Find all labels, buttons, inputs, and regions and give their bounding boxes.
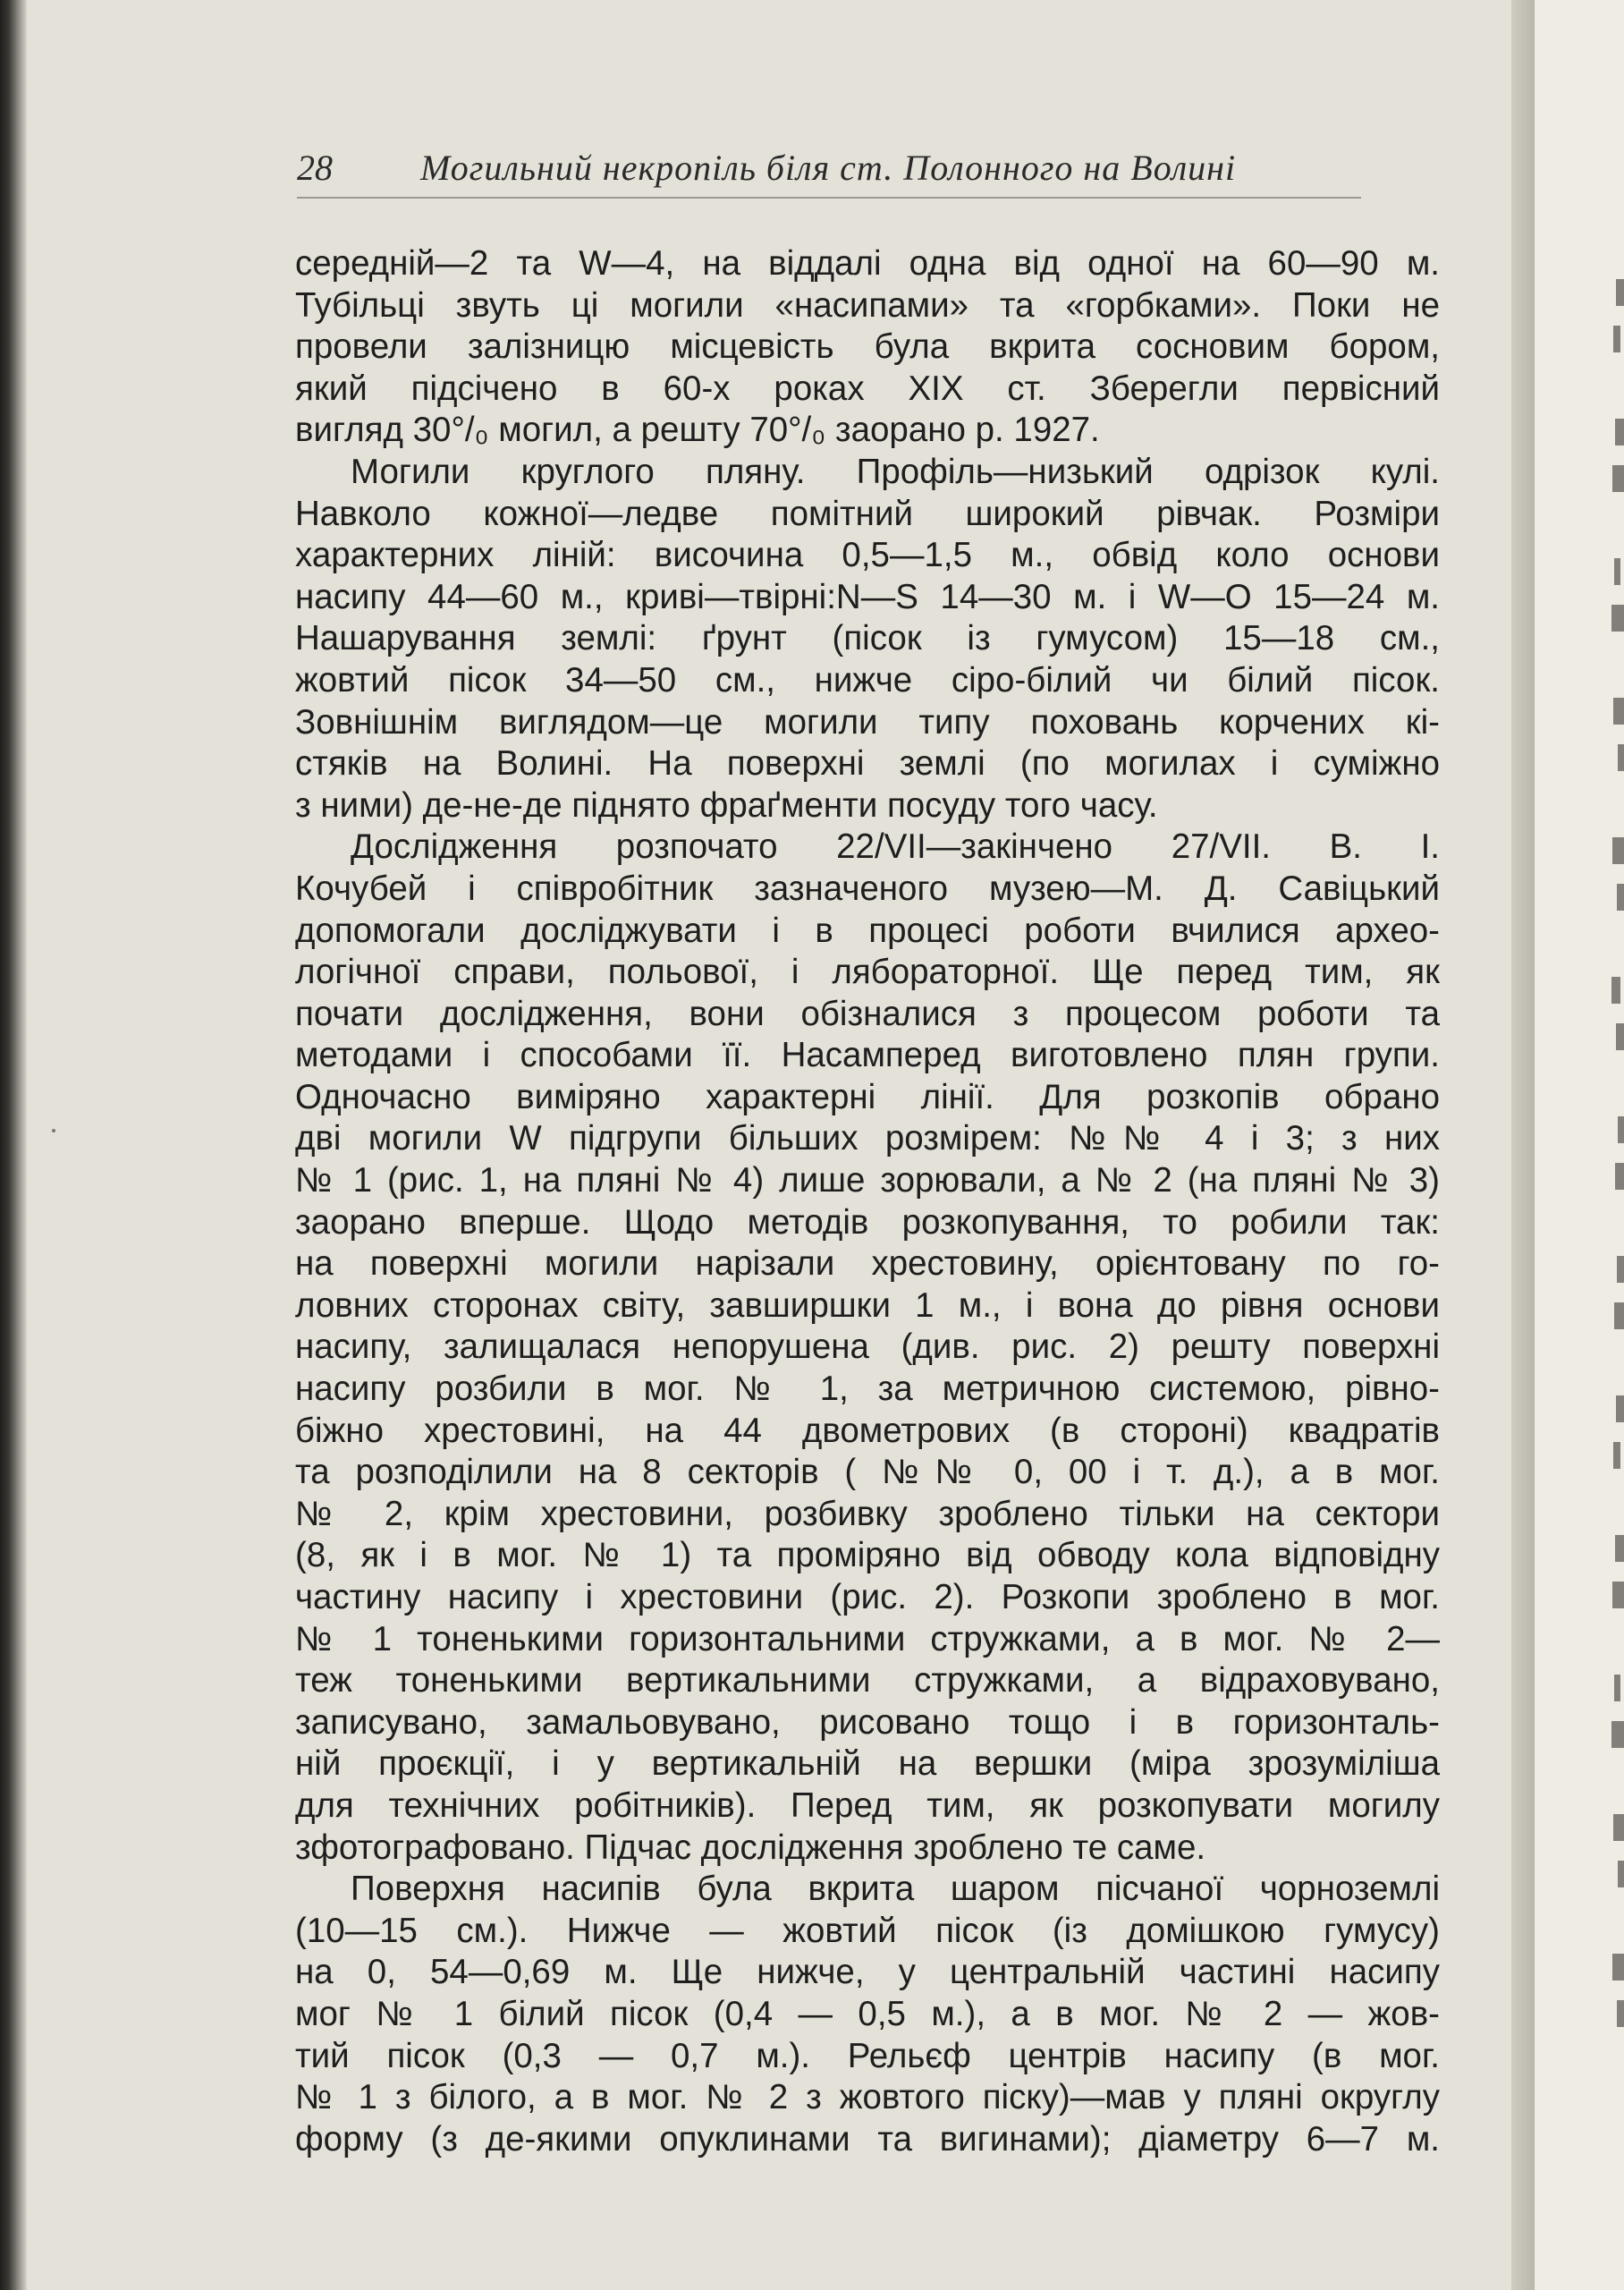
text-line: заорано вперше. Щодо методів розкопування, то робили так: <box>295 1202 1440 1242</box>
adjacent-page-mark <box>1617 1256 1624 1283</box>
text-line: середній—2 та W—4, на віддалі одна від одної на 60—90 м. <box>295 244 1440 283</box>
adjacent-page-mark <box>1611 233 1617 259</box>
text-line: № 1 (рис. 1, на пляні № 4) лише зорювали, а № 2 (на пляні № 3) <box>295 1161 1440 1200</box>
adjacent-page-mark <box>1618 744 1624 771</box>
text-line: жовтий пісок 34—50 см., нижче сіро-білий чи білий пісок. <box>295 660 1440 700</box>
adjacent-page-mark <box>1613 1442 1620 1469</box>
scan-speck <box>52 1129 55 1132</box>
text-line: Нашарування землі: ґрунт (пісок із гумусом) 15—18 см., <box>295 619 1440 658</box>
adjacent-page-mark <box>1613 1070 1624 1097</box>
text-line: (10—15 см.). Нижче — жовтий пісок (із домішкою гумусу) <box>295 1911 1440 1950</box>
page-number: 28 <box>297 148 333 188</box>
text-line: Кочубей і співробітник зазначеного музею—М. Д. Савіцький <box>295 869 1440 908</box>
adjacent-page-mark <box>1615 1535 1624 1562</box>
adjacent-page-mark <box>1615 1163 1624 1190</box>
adjacent-page-mark <box>1614 1302 1624 1329</box>
adjacent-page-mark <box>1611 1349 1617 1376</box>
adjacent-page-mark <box>1616 1023 1624 1050</box>
text-line: вигляд 30°/₀ могил, а решту 70°/₀ заорано р. 1927. <box>295 411 1100 450</box>
adjacent-page-mark <box>1616 279 1624 306</box>
text-line: Дослідження розпочато 22/VII—закінчено 27/VII. В. І. <box>351 827 1440 867</box>
running-head <box>297 143 1361 199</box>
text-line: на поверхні могили нарізали хрестовину, орієнтовану по го- <box>295 1244 1440 1284</box>
text-line: мог № 1 білий пісок (0,4 — 0,5 м.), а в мог. № 2 — жов- <box>295 1994 1440 2033</box>
adjacent-page-mark <box>1617 2000 1624 2027</box>
text-line: зфотографовано. Підчас дослідження зроблено те саме. <box>295 1828 1206 1867</box>
text-line: та розподілили на 8 секторів ( №№ 0, 00 і т. д.), а в мог. <box>295 1453 1440 1492</box>
adjacent-page-mark <box>1618 1116 1624 1143</box>
text-line: Зовнішнім виглядом—це могили типу поховань корчених кі- <box>295 702 1440 742</box>
page-fold <box>1511 0 1535 2290</box>
text-line: Навколо кожної—ледве помітний широкий рівчак. Розміри <box>295 494 1440 533</box>
text-line: характерних ліній: височина 0,5—1,5 м., обвід коло основи <box>295 536 1440 575</box>
running-title: Могильний некропіль біля ст. Полонного на Волині <box>420 148 1237 188</box>
adjacent-page-mark <box>1612 837 1624 864</box>
adjacent-page-mark <box>1614 1675 1620 1701</box>
text-line: № 1 тоненькими горизонтальними стружками, а в мог. № 2— <box>295 1619 1440 1658</box>
adjacent-page-mark <box>1613 698 1624 725</box>
adjacent-page-mark <box>1614 2047 1624 2074</box>
text-line: теж тоненькими вертикальними стружками, а відраховувано, <box>295 1661 1440 1701</box>
text-line: Тубільці звуть ці могили «насипами» та «горбками». Поки не <box>295 285 1440 325</box>
adjacent-page-mark <box>1617 1628 1624 1655</box>
adjacent-page-mark <box>1615 419 1624 445</box>
text-line: ній проєкції, і у вертикальній на вершки (міра зрозуміліша <box>295 1744 1440 1784</box>
adjacent-page-mark <box>1618 372 1624 399</box>
text-line: записувано, замальовувано, рисовано тощо і в горизонталь- <box>295 1702 1440 1742</box>
text-line: насипу розбили в мог. № 1, за метричною системою, рівно- <box>295 1370 1440 1409</box>
adjacent-page-mark <box>1611 977 1620 1004</box>
adjacent-page-mark <box>1618 1488 1624 1515</box>
text-line: провели залізницю місцевість була вкрита сосновим бором, <box>295 327 1440 367</box>
adjacent-page-mark <box>1615 1907 1620 1934</box>
text-line: стяків на Волині. На поверхні землі (по могилах і суміжно <box>295 744 1440 784</box>
scan-edge-shadow <box>0 0 27 2290</box>
text-line: з ними) де-не-де піднято фраґменти посуду того часу. <box>295 785 1158 825</box>
text-line: ловних сторонах світу, завширшки 1 м., і вона до рівня основи <box>295 1285 1440 1325</box>
text-line: логічної справи, польової, і ляборaторної. Ще перед тим, як <box>295 953 1440 992</box>
text-line: почати дослідження, вони обізналися з процесом роботи та <box>295 994 1440 1033</box>
adjacent-page-edge <box>1535 0 1624 2290</box>
text-line: на 0, 54—0,69 м. Ще нижче, у центральній частині насипу <box>295 1953 1440 1992</box>
adjacent-page-mark <box>1612 1954 1624 1980</box>
adjacent-page-mark <box>1611 1721 1624 1748</box>
text-line: Поверхня насипів була вкрита шаром пісчаної чорноземлі <box>351 1870 1440 1909</box>
adjacent-page-mark <box>1614 930 1624 957</box>
adjacent-page-mark <box>1616 1395 1624 1422</box>
text-line: форму (з де-якими опуклинами та вигинами); діаметру 6—7 м. <box>295 2119 1440 2159</box>
adjacent-page-mark <box>1612 465 1624 492</box>
text-line: частину насипу і хрестовини (рис. 2). Розкопи зроблено в мог. <box>295 1578 1440 1616</box>
adjacent-page-mark <box>1614 558 1620 585</box>
adjacent-page-mark <box>1612 1209 1620 1236</box>
text-line: № 2, крім хрестовини, розбивку зроблено тільки на сектори <box>295 1494 1440 1533</box>
text-line: методами і способами її. Насамперед виготовлено плян групи. <box>295 1036 1440 1075</box>
adjacent-page-mark <box>1611 605 1624 632</box>
adjacent-page-mark <box>1616 651 1624 678</box>
adjacent-page-mark <box>1613 326 1620 352</box>
text-line: тий пісок (0,3 — 0,7 м.). Рельєф центрів насипу (в мог. <box>295 2036 1440 2075</box>
adjacent-page-mark <box>1617 884 1624 911</box>
text-line: для технічних робітників). Перед тим, як розкопувати могилу <box>295 1785 1440 1825</box>
text-line: який підсічено в 60-х роках XIX ст. Зберегли первісний <box>295 369 1440 408</box>
text-line: № 1 з білого, а в мог. № 2 з жовтого піску)—мав у пляні округлу <box>295 2078 1440 2117</box>
adjacent-page-mark <box>1612 1582 1624 1608</box>
text-line: (8, як і в мог. № 1) та проміряно від обводу кола відповідну <box>295 1536 1440 1575</box>
text-line: насипу, залищалася непорушена (див. рис. 2) решту поверхні <box>295 1327 1440 1367</box>
adjacent-page-mark <box>1613 1814 1624 1841</box>
adjacent-page-mark <box>1615 791 1620 818</box>
text-line: Могили круглого пляну. Профіль—низький одрізок кулі. <box>351 452 1440 491</box>
body-text <box>295 243 1440 2160</box>
text-line: насипу 44—60 м., криві—твірні:N—S 14—30 м. і W—O 15—24 м. <box>295 577 1440 616</box>
text-line: допомогали досліджувати і в процесі роботи вчилися архео- <box>295 911 1440 950</box>
adjacent-page-mark <box>1617 512 1624 539</box>
adjacent-page-mark <box>1616 1768 1624 1794</box>
adjacent-page-mark <box>1618 1861 1624 1887</box>
text-line: дві могили W підгрупи більших розмірем: №№ 4 і 3; з них <box>295 1119 1440 1158</box>
text-line: біжно хрестовині, на 44 двометрових (в стороні) квадратів <box>295 1411 1440 1450</box>
text-line: Одночасно виміряно характерні лінії. Для розкопів обрано <box>295 1077 1440 1116</box>
